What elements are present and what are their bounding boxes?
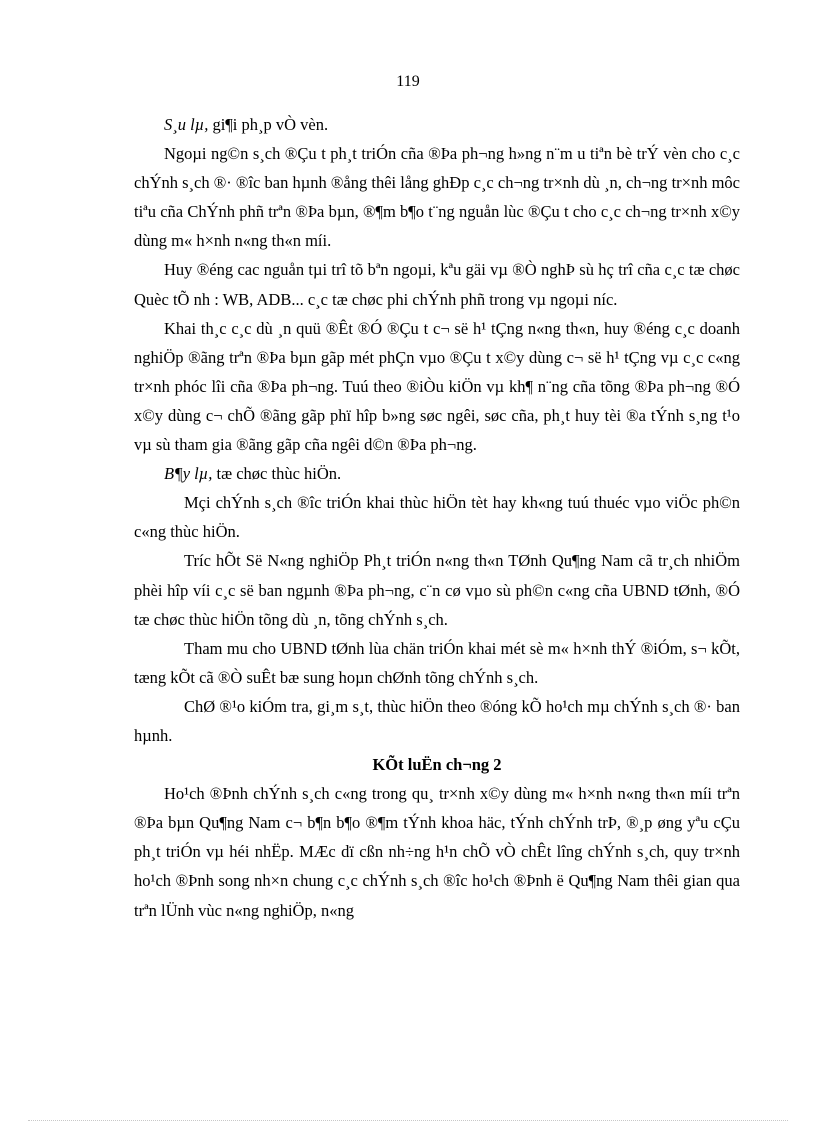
paragraph-bay-la: B¶y lµ, tæ chøc thùc hiÖn.: [164, 464, 342, 484]
section-lead: S¸u lµ,: [164, 115, 209, 134]
paragraph-sau-la: S¸u lµ, gi¶i ph¸p vÒ vèn.: [164, 115, 329, 134]
paragraph: Khai th¸c c¸c dù ¸n quü ®Êt ®Ó ®Çu t c¬ së h¹ tÇng n«ng th«n, huy ®éng c¸c doanh nghiÖp ®ãng trªn ®Þa bµn gãp mét phÇn vµo ®Çu t x©y dùng c¬ së h¹ tÇng vµ c¸c c«ng tr×nh phóc lîi cña ®Þa ph¬ng. Tuú theo ®iÒu kiÖn vµ kh¶ n¨ng cña tõng ®Þa ph¬ng ®Ó x©y dùng c¬ chÕ ®ãng gãp phï hîp b»ng søc ngêi, søc cña, ph¸t huy tèi ®a tÝnh s¸ng t¹o vµ sù tham gia ®ãng gãp cña ngêi d©n ®Þa ph¬ng.: [134, 318, 740, 455]
paragraph: ChØ ®¹o kiÓm tra, gi¸m s¸t, thùc hiÖn theo ®óng kÕ ho¹ch mµ chÝnh s¸ch ®· ban hµnh.: [134, 696, 740, 745]
paragraph: Tríc hÕt Së N«ng nghiÖp Ph¸t triÓn n«ng th«n TØnh Qu¶ng Nam cã tr¸ch nhiÖm phèi hîp víi c¸c së ban ngµnh ®Þa ph¬ng, c¨n cø vµo sù ph©n c«ng cña UBND tØnh, ®Ó tæ chøc thùc hiÖn tõng dù ¸n, tõng chÝnh s¸ch.: [134, 551, 740, 629]
paragraph: Mçi chÝnh s¸ch ®îc triÓn khai thùc hiÖn tèt hay kh«ng tuú thuéc vµo viÖc ph©n c«ng thùc hiÖn.: [134, 493, 740, 542]
page-bottom-divider: [28, 1120, 788, 1121]
paragraph: Ngoµi ng©n s¸ch ®Çu t ph¸t triÓn cña ®Þa ph¬ng h»ng n¨m u tiªn bè trÝ vèn cho c¸c chÝnh s¸ch ®· ®îc ban hµnh ®ång thêi lång ghÐp c¸c ch¬ng tr×nh dù ¸n, ch¬ng tr×nh môc tiªu cña ChÝnh phñ trªn ®Þa bµn, ®¶m b¶o t¨ng nguån lùc ®Çu t cho c¸c ch¬ng tr×nh x©y dùng m« h×nh n«ng th«n míi.: [134, 144, 740, 251]
page-number: 119: [396, 73, 420, 90]
document-body: [134, 110, 740, 925]
conclusion-paragraph: Ho¹ch ®Þnh chÝnh s¸ch c«ng trong qu¸ tr×nh x©y dùng m« h×nh n«ng th«n míi trªn ®Þa bµn Qu¶ng Nam c¬ b¶n b¶o ®¶m tÝnh khoa häc, tÝnh chÝnh trÞ, ®¸p øng yªu cÇu ph¸t triÓn vµ héi nhËp. MÆc dï cßn nh÷ng h¹n chÕ vÒ chÊt lîng chÝnh s¸ch, quy tr×nh ho¹ch ®Þnh song nh×n chung c¸c chÝnh s¸ch ®îc ho¹ch ®Þnh ë Qu¶ng Nam thêi gian qua trªn lÜnh vùc n«ng nghiÖp, n«ng: [134, 784, 740, 920]
section-lead: B¶y lµ,: [164, 464, 213, 484]
paragraph: Huy ®éng cac nguån tµi trî tõ bªn ngoµi, kªu gäi vµ ®Ò nghÞ sù hç trî cña c¸c tæ chøc Quèc tÕ nh : WB, ADB... c¸c tæ chøc phi chÝnh phñ trong vµ ngoµi níc.: [134, 260, 740, 309]
chapter-conclusion-heading: KÕt luËn ch¬ng 2: [372, 755, 502, 775]
paragraph: Tham mu cho UBND tØnh lùa chän triÓn khai mét sè m« h×nh thÝ ®iÓm, s¬ kÕt, tæng kÕt cã ®Ò suÊt bæ sung hoµn chØnh tõng chÝnh s¸ch.: [134, 638, 740, 687]
